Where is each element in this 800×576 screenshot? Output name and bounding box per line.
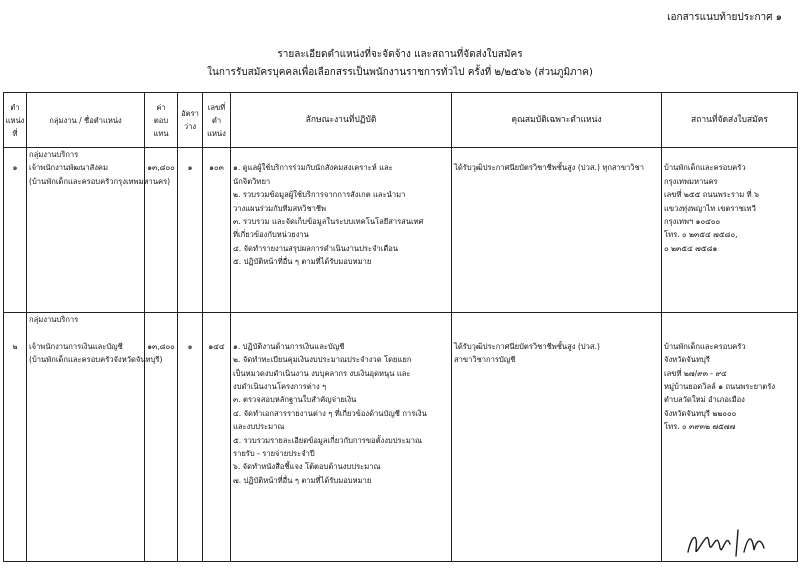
document-subtitle: ในการรับสมัครบุคคลเพื่อเลือกสรรเป็นพนักงานราชการทั่วไป ครั้งที่ ๒/๒๕๖๖ (ส่วนภูมิภาค) bbox=[207, 67, 593, 78]
job-group: กลุ่มงานบริการ bbox=[29, 315, 79, 324]
application-place-cell bbox=[662, 148, 798, 313]
header-duties: ลักษณะงานที่ปฏิบัติ bbox=[231, 93, 452, 148]
job-title: เจ้าพนักงานพัฒนาสังคม bbox=[29, 163, 109, 173]
place-line: โทร. ๐ ๒๓๕๔ ๗๕๘๐, bbox=[664, 230, 738, 240]
vacancies-cell: ๑ bbox=[178, 148, 203, 313]
vacancies-cell: ๑ bbox=[178, 313, 203, 562]
place-line: จังหวัดจันทบุรี ๒๒๐๐๐ bbox=[664, 408, 737, 418]
position-number-cell: ๑๔๔ bbox=[203, 313, 231, 562]
header-compensation: ค่า ตอบ แทน bbox=[145, 93, 178, 148]
annex-label: เอกสารแนบท้ายประกาศ ๑ bbox=[667, 12, 782, 23]
place-line: บ้านพักเด็กและครอบครัว bbox=[664, 163, 746, 173]
duty-line: ๕. รวบรวมรายละเอียดข้อมูลเกี่ยวกับการขอตั้งงบประมาณ bbox=[233, 435, 423, 445]
duty-line: รายรับ - รายจ่ายประจำปี bbox=[233, 449, 315, 459]
place-line: กรุงเทพมหานคร bbox=[664, 176, 718, 186]
place-line: แขวงทุ่งพญาไท เขตราชเทวี bbox=[664, 203, 756, 213]
qualifications-cell bbox=[452, 313, 662, 562]
place-line: บ้านพักเด็กและครอบครัว bbox=[664, 341, 746, 351]
job-unit: (บ้านพักเด็กและครอบครัวกรุงเทพมหานคร) bbox=[29, 176, 171, 186]
place-line: จังหวัดจันทบุรี bbox=[664, 355, 710, 365]
duty-line: ที่เกี่ยวข้องกับหน่วยงาน bbox=[233, 230, 309, 240]
header-qualifications: คุณสมบัติเฉพาะตำแหน่ง bbox=[452, 93, 662, 148]
table-header-row bbox=[4, 93, 798, 148]
header-vacancies: อัตรา ว่าง bbox=[178, 93, 203, 148]
position-order: ๒ bbox=[4, 313, 27, 562]
duty-line: ๖. จัดทำหนังสือชี้แจง โต้ตอบด้านงบประมาณ bbox=[233, 462, 381, 472]
duty-line: งบดำเนินงานโครงการต่าง ๆ bbox=[233, 382, 327, 392]
table-row bbox=[4, 148, 798, 313]
document-title: รายละเอียดตำแหน่งที่จะจัดจ้าง และสถานที่จัดส่งใบสมัคร bbox=[277, 49, 523, 60]
duty-line: นักจิตวิทยา bbox=[233, 176, 271, 186]
positions-table bbox=[3, 92, 798, 562]
duty-line: ๒. รวบรวมข้อมูลผู้ใช้บริการจากการสังเกต และนำมา bbox=[233, 190, 406, 200]
header-group-title: กลุ่มงาน / ชื่อตำแหน่ง bbox=[27, 93, 145, 148]
header-application-place: สถานที่จัดส่งใบสมัคร bbox=[662, 93, 798, 148]
place-line: เลขที่ ๒๗/๙๓ - ๙๔ bbox=[664, 368, 727, 378]
header-position-number: เลขที่ ตำ แหน่ง bbox=[203, 93, 231, 148]
duty-line: และงบประมาณ bbox=[233, 422, 285, 432]
duty-line: วางแผนร่วมกับทีมสหวิชาชีพ bbox=[233, 203, 327, 213]
compensation-cell: ๑๓,๘๐๐ bbox=[145, 313, 178, 562]
duty-line: ๕. ปฏิบัติหน้าที่อื่น ๆ ตามที่ได้รับมอบหมาย bbox=[233, 257, 372, 267]
position-order: ๑ bbox=[4, 148, 27, 313]
place-line: กรุงเทพฯ ๑๐๔๐๐ bbox=[664, 217, 721, 227]
position-number-cell: ๑๐๓ bbox=[203, 148, 231, 313]
duty-line: ๑. ปฏิบัติงานด้านการเงินและบัญชี bbox=[233, 341, 345, 351]
handwritten-signature bbox=[680, 522, 780, 562]
qualifications-cell bbox=[452, 148, 662, 313]
duty-line: ๗. ปฏิบัติหน้าที่อื่น ๆ ตามที่ได้รับมอบหมาย bbox=[233, 475, 372, 485]
duty-line: ๔. จัดทำรายงานสรุปผลการดำเนินงานประจำเดือน bbox=[233, 243, 399, 253]
job-group: กลุ่มงานบริการ bbox=[29, 150, 79, 159]
qualification-line: ได้รับวุฒิประกาศนียบัตรวิชาชีพชั้นสูง (ปวส.) ทุกสาขาวิชา bbox=[454, 163, 644, 173]
place-line: ตำบลวัดใหม่ อำเภอเมือง bbox=[664, 395, 745, 405]
compensation-cell: ๑๓,๘๐๐ bbox=[145, 148, 178, 313]
place-line: เลขที่ ๒๕๕ ถนนพระราม ที่ ๖ bbox=[664, 190, 759, 200]
duties-cell bbox=[231, 148, 452, 313]
duty-line: ๔. จัดทำเอกสารรายงานต่าง ๆ ที่เกี่ยวข้องด้านบัญชี การเงิน bbox=[233, 408, 427, 418]
duty-line: เป็นหมวดงบดำเนินงาน งบบุคลากร งบเงินอุดหนุน และ bbox=[233, 368, 411, 378]
job-unit: (บ้านพักเด็กและครอบครัวจังหวัดจันทบุรี) bbox=[29, 355, 163, 365]
place-line: หมู่บ้านยอดวิลล์ ๑ ถนนพระยาตรัง bbox=[664, 382, 776, 392]
table-row bbox=[4, 313, 798, 562]
place-line: โทร. ๐ ๓๙๓๒ ๗๕๗๗ bbox=[664, 422, 736, 432]
duty-line: ๓. รวบรวม และจัดเก็บข้อมูลในระบบเทคโนโลยีสารสนเทศ bbox=[233, 217, 424, 227]
duty-line: ๓. ตรวจสอบหลักฐานใบสำคัญจ่ายเงิน bbox=[233, 395, 357, 405]
duties-cell bbox=[231, 313, 452, 562]
duty-line: ๑. ดูแลผู้ใช้บริการร่วมกับนักสังคมสงเคราะห์ และ bbox=[233, 163, 393, 173]
duty-line: ๒. จัดทำทะเบียนคุมเงินงบประมาณประจำงวด โดยแยก bbox=[233, 355, 412, 365]
header-position-order: ตำ แหน่ง ที่ bbox=[4, 93, 27, 148]
qualification-line: สาขาวิชาการบัญชี bbox=[454, 355, 516, 365]
place-line: ๐ ๒๓๕๔ ๗๕๘๑ bbox=[664, 243, 718, 253]
job-title: เจ้าพนักงานการเงินและบัญชี bbox=[29, 341, 123, 351]
qualification-line: ได้รับวุฒิประกาศนียบัตรวิชาชีพชั้นสูง (ปวส.) bbox=[454, 341, 600, 351]
